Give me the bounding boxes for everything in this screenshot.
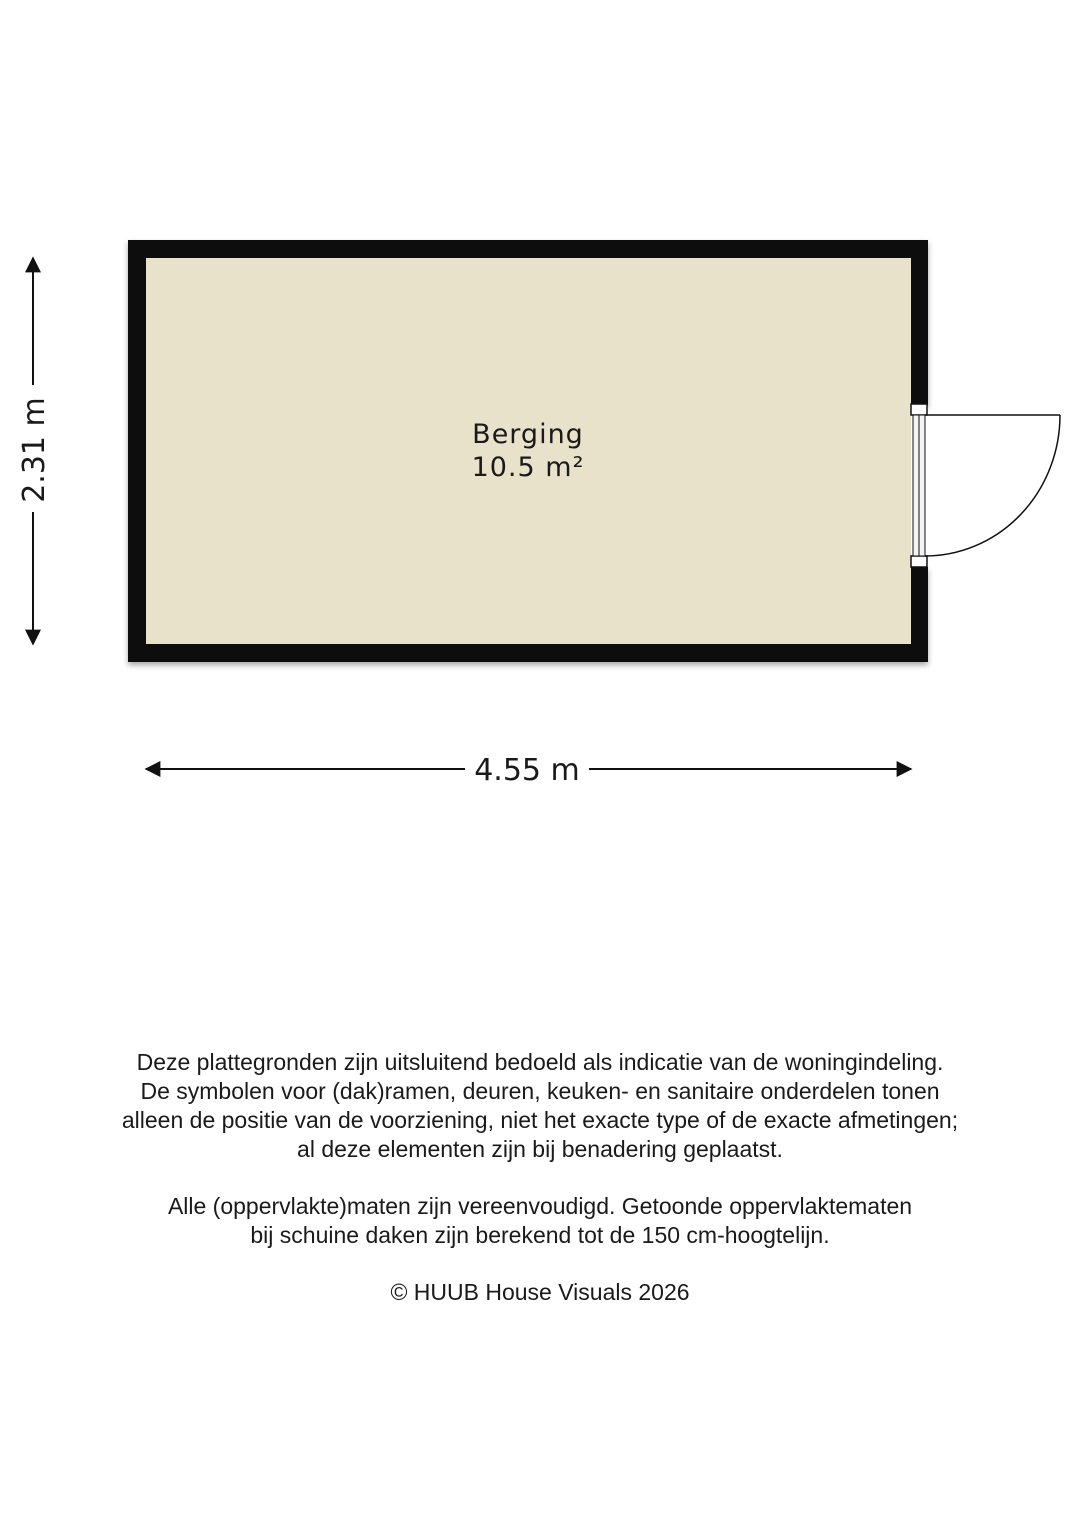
door-swing-arc [925,415,1060,556]
disclaimer-line: alleen de positie van de voorziening, niet het exacte type of de exacte afmetingen; [121,1107,959,1133]
door-jamb-bottom [911,556,927,567]
disclaimer-line: al deze elementen zijn bij benadering geplaatst. [297,1136,783,1162]
door [911,404,1060,567]
room-name: Berging [472,419,584,450]
disclaimer-paragraph-2 [60,1192,1020,1250]
copyright-notice [60,1278,1020,1307]
disclaimer-line: De symbolen voor (dak)ramen, deuren, keuken- en sanitaire onderdelen tonen [140,1078,940,1104]
disclaimer [60,1048,1020,1335]
disclaimer-line: bij schuine daken zijn berekend tot de 150 cm-hoogtelijn. [250,1222,830,1248]
disclaimer-paragraph-1 [60,1048,1020,1164]
disclaimer-line: Deze plattegronden zijn uitsluitend bedoeld als indicatie van de woningindeling. [136,1049,944,1075]
width-dimension-label: 4.55 m [474,753,580,788]
room-floor [146,258,911,644]
copyright-text: © HUUB House Visuals 2026 [390,1279,690,1305]
height-dimension-label: 2.31 m [17,397,52,503]
room-area: 10.5 m² [471,452,585,483]
door-jamb-top [911,404,927,415]
height-dimension [17,258,52,644]
disclaimer-line: Alle (oppervlakte)maten zijn vereenvoudigd. Getoonde oppervlaktematen [167,1193,913,1219]
width-dimension [146,753,911,788]
